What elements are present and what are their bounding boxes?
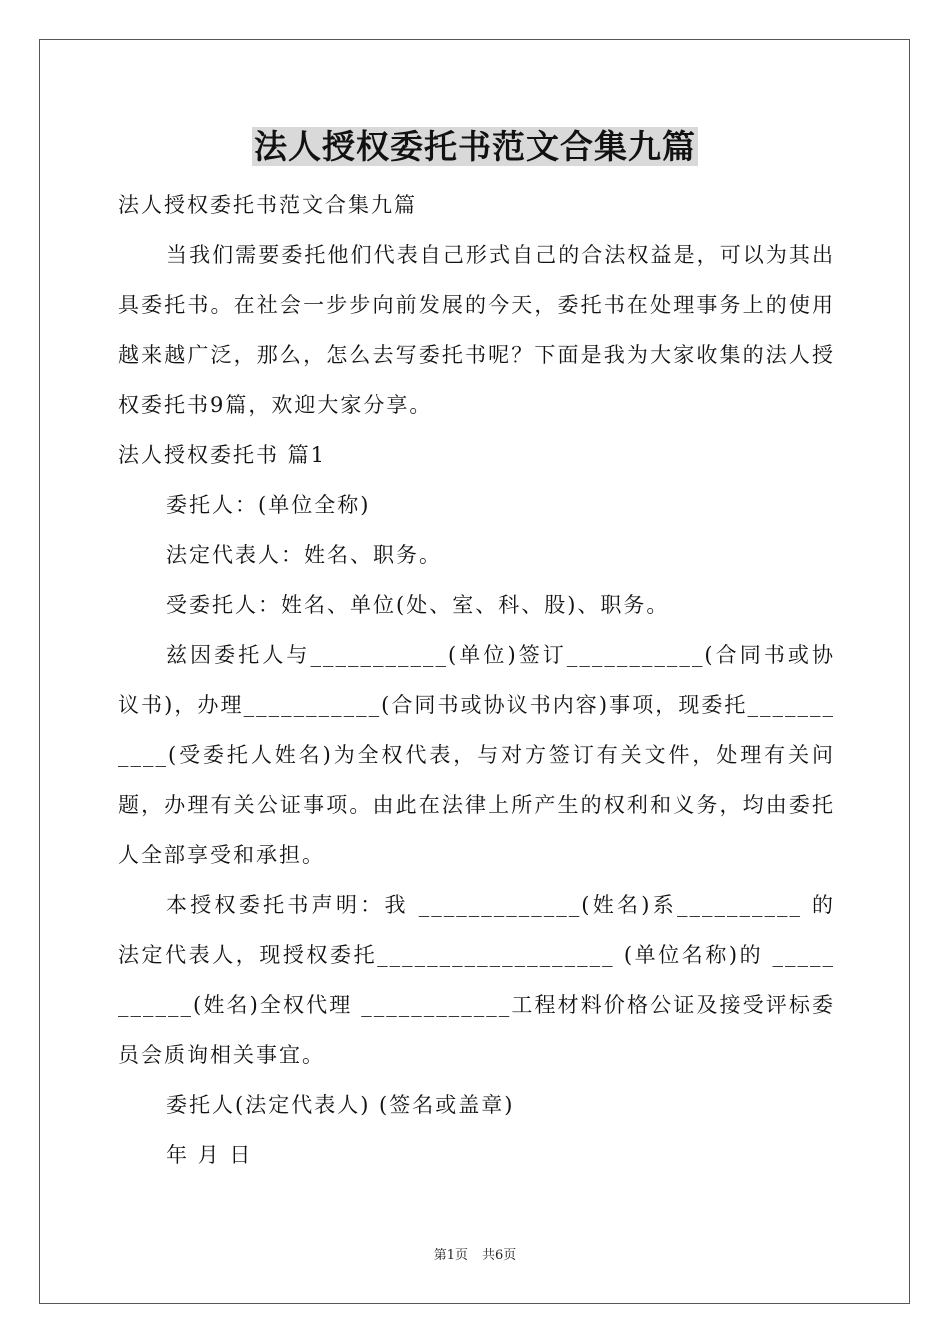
section-heading: 法人授权委托书 篇1 [118,443,327,467]
paragraph-signature: 委托人(法定代表人) (签名或盖章) [166,1093,515,1117]
document-title-text: 法人授权委托书范文合集九篇 [254,127,696,166]
paragraph-intro: 当我们需要委托他们代表自己形式自己的合法权益是，可以为其出具委托书。在社会一步步向前发展的今天，委托书在处理事务上的使用越来越广泛，那么，怎么去写委托书呢？下面是我为大家收集的法人授权委托书9篇，欢迎大家分享。 [118,243,835,417]
page-number: 第1页 [433,1248,468,1263]
page-total: 共6页 [482,1248,517,1263]
paragraph-legal-representative: 法定代表人：姓名、职务。 [166,543,442,567]
document-title [0,124,950,170]
document-body [118,180,835,1180]
paragraph-subtitle: 法人授权委托书范文合集九篇 [118,193,417,217]
paragraph-date: 年 月 日 [166,1143,253,1167]
paragraph-declaration: 本授权委托书声明：我 _____________(姓名)系__________ 的法定代表人，现授权委托___________________ (单位名称)的 ___________(姓名)全权代理 ____________工程材料价格公证及接受评标委员会质询相关事宜。 [118,893,835,1067]
page-footer [0,1246,950,1266]
paragraph-authorization: 兹因委托人与___________(单位)签订___________(合同书或协议书)，办理___________(合同书或协议书内容)事项，现委托___________(受委托人姓名)为全权代表，与对方签订有关文件，处理有关问题，办理有关公证事项。由此在法律上所产生的权利和义务，均由委托人全部享受和承担。 [118,643,835,867]
paragraph-principal: 委托人：(单位全称) [166,493,371,517]
paragraph-agent: 受委托人：姓名、单位(处、室、科、股)、职务。 [166,593,670,617]
